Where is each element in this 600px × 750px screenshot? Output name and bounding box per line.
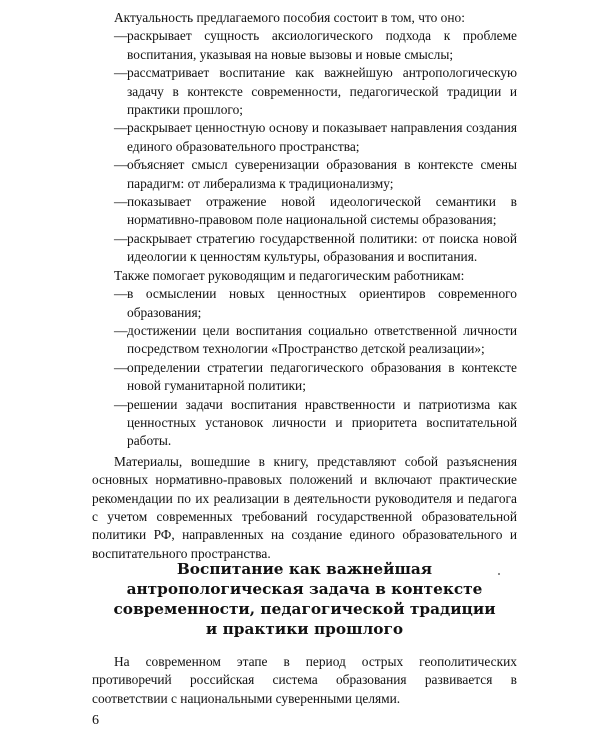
list-item-text: раскрывает стратегию государственной политики: от поиска новой идеологии к ценностям культуры, образования и воспитания.	[127, 230, 517, 265]
list-item-text: рассматривает воспитание как важнейшую антропологическую задачу в контексте современности, педагогической традиции и практики прошлого;	[127, 65, 517, 118]
list-item-text: объясняет смысл суверенизации образования в контексте смены парадигм: от либерализма к традиционализму;	[127, 157, 517, 191]
dash-bullet: —	[114, 396, 128, 412]
list-item-text: показывает отражение новой идеологической семантики в нормативно-правовом поле национальной системы образования;	[127, 194, 517, 228]
intro-heading: Актуальность предлагаемого пособия состоит в том, что оно:	[114, 10, 465, 25]
list-item-text: достижении цели воспитания социально ответственной личности посредством технологии «Пространство детской реализации»;	[127, 322, 517, 357]
list-item-text: решении задачи воспитания нравственности и патриотизма как ценностных установок личности и приоритета воспитательной работы.	[127, 396, 517, 449]
list-item-text: определении стратегии педагогического образования в контексте новой гуманитарной политики;	[127, 359, 517, 394]
list-item	[92, 27, 517, 64]
dash-bullet: —	[114, 157, 128, 173]
list-item	[92, 230, 517, 267]
list-item	[92, 119, 517, 156]
section-heading-line: и практики прошлого	[205, 620, 404, 638]
scan-speck	[498, 573, 500, 575]
section-heading-line: современности, педагогической традиции	[113, 600, 496, 618]
list-item	[92, 285, 517, 322]
list-item	[92, 64, 517, 119]
materials-paragraph: Материалы, вошедшие в книгу, представляют собой разъяснения основных нормативно-правовых положений и включают практические рекомендации по их реализации в деятельности руководителя и педагога с учетом современных требований государственной образовательной политики РФ, направленных на создание единого образовательного и воспитательного пространства.	[92, 453, 517, 561]
list-item	[92, 156, 517, 193]
dash-bullet: —	[114, 286, 128, 302]
section-heading-line: антропологическая задача в контексте	[126, 580, 483, 598]
list-item	[92, 396, 517, 451]
dash-bullet: —	[114, 65, 128, 81]
intro-list	[92, 27, 517, 266]
help-heading: Также помогает руководящим и педагогическим работникам:	[114, 267, 465, 283]
list-item	[92, 359, 517, 396]
dash-bullet: —	[114, 194, 128, 210]
dash-bullet: —	[114, 120, 128, 136]
list-item	[92, 193, 517, 230]
dash-bullet: —	[114, 322, 128, 338]
list-item	[92, 322, 517, 359]
section-heading-line: Воспитание как важнейшая	[176, 560, 433, 578]
closing-section	[92, 653, 517, 708]
closing-paragraph: На современном этапе в период острых геополитических противоречий российская система образования развивается в соответствии с национальными суверенными целями.	[92, 654, 517, 706]
list-item-text: в осмыслении новых ценностных ориентиров современного образования;	[127, 286, 517, 320]
intro-section	[92, 9, 517, 563]
dash-bullet: —	[114, 28, 128, 44]
section-heading	[92, 559, 517, 639]
page-number: 6	[92, 713, 99, 728]
list-item-text: раскрывает ценностную основу и показывает направления создания единого образовательного пространства;	[127, 120, 517, 154]
help-list	[92, 285, 517, 451]
dash-bullet: —	[114, 230, 128, 246]
list-item-text: раскрывает сущность аксиологического подхода к проблеме воспитания, указывая на новые вызовы и новые смыслы;	[127, 28, 517, 62]
dash-bullet: —	[114, 359, 128, 375]
